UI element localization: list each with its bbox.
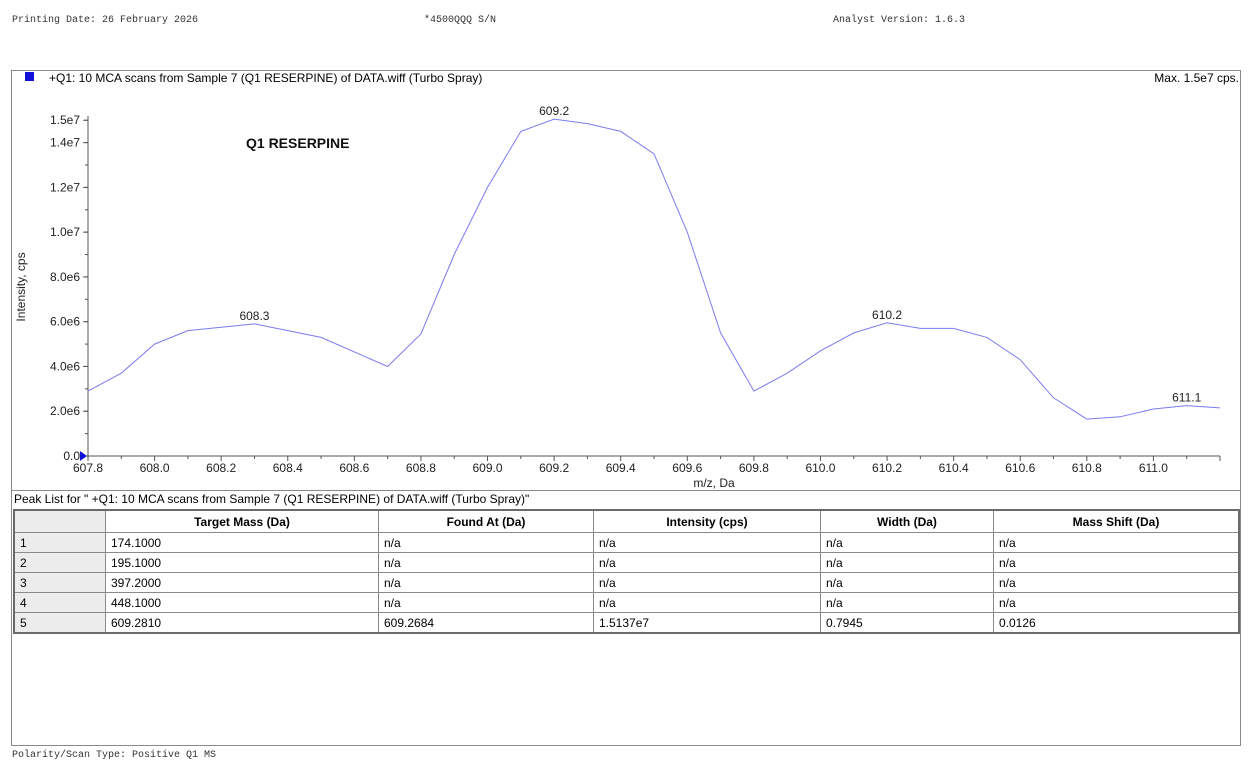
serial-number: *4500QQQ S/N [424, 15, 497, 26]
peak-list-title: Peak List for " +Q1: 10 MCA scans from Sample 7 (Q1 RESERPINE) of DATA.wiff (Turbo Spray)" [14, 492, 530, 506]
y-axis-title: Intensity, cps [14, 252, 28, 322]
intensity-cell: n/a [594, 573, 821, 593]
row-number: 4 [14, 593, 106, 613]
mass-shift-cell: n/a [994, 573, 1240, 593]
found-at-cell: n/a [379, 573, 594, 593]
width-cell: n/a [821, 573, 994, 593]
intensity-cell: n/a [594, 553, 821, 573]
target-mass-cell: 609.2810 [106, 613, 379, 634]
width-cell: 0.7945 [821, 613, 994, 634]
peak-label: 608.3 [239, 308, 270, 323]
y-tick-label: 1.4e7 [49, 135, 80, 150]
found-at-cell: n/a [379, 553, 594, 573]
row-number: 3 [14, 573, 106, 593]
width-cell: n/a [821, 593, 994, 613]
x-tick-label: 610.2 [872, 461, 903, 475]
found-at-cell: 609.2684 [379, 613, 594, 634]
intensity-cell: n/a [594, 593, 821, 613]
mass-shift-cell: 0.0126 [994, 613, 1240, 634]
x-tick-label: 608.0 [139, 461, 170, 475]
table-row[interactable] [14, 593, 1239, 613]
width-cell: n/a [821, 553, 994, 573]
x-tick-label: 609.0 [472, 461, 503, 475]
table-row[interactable] [14, 533, 1239, 553]
row-number: 5 [14, 613, 106, 634]
max-intensity-label: Max. 1.5e7 cps. [1154, 71, 1239, 85]
peak-label: 611.1 [1172, 390, 1202, 405]
x-tick-label: 608.6 [339, 461, 370, 475]
x-tick-label: 609.4 [605, 461, 636, 475]
section-divider [11, 490, 1241, 491]
table-row[interactable] [14, 573, 1239, 593]
y-tick-label: 1.5e7 [49, 113, 80, 128]
x-tick-label: 609.2 [539, 461, 570, 475]
column-header[interactable]: Intensity (cps) [594, 510, 821, 533]
row-number: 1 [14, 533, 106, 553]
x-tick-label: 609.6 [672, 461, 703, 475]
target-mass-cell: 448.1000 [106, 593, 379, 613]
y-tick-label: 6.0e6 [49, 314, 80, 329]
inset-sample-label: Q1 RESERPINE [246, 135, 350, 151]
x-tick-label: 608.2 [206, 461, 237, 475]
target-mass-cell: 174.1000 [106, 533, 379, 553]
target-mass-cell: 397.2000 [106, 573, 379, 593]
peak-label: 610.2 [872, 307, 903, 322]
x-tick-label: 611.0 [1138, 461, 1168, 475]
found-at-cell: n/a [379, 533, 594, 553]
mass-shift-cell: n/a [994, 533, 1240, 553]
x-tick-label: 607.8 [72, 461, 104, 475]
column-header[interactable]: Target Mass (Da) [106, 510, 379, 533]
x-tick-label: 610.8 [1071, 461, 1102, 475]
row-number-header [14, 510, 106, 533]
mass-shift-cell: n/a [994, 553, 1240, 573]
intensity-cell: 1.5137e7 [594, 613, 821, 634]
y-tick-label: 0.0 [63, 449, 80, 463]
mass-shift-cell: n/a [994, 593, 1240, 613]
analyst-version: Analyst Version: 1.6.3 [833, 15, 966, 26]
x-axis-title: m/z, Da [693, 476, 735, 490]
x-tick-label: 608.4 [272, 461, 303, 475]
column-header[interactable]: Mass Shift (Da) [994, 510, 1240, 533]
x-tick-label: 610.4 [938, 461, 969, 475]
x-tick-label: 610.6 [1005, 461, 1036, 475]
target-mass-cell: 195.1000 [106, 553, 379, 573]
plot-title: +Q1: 10 MCA scans from Sample 7 (Q1 RESERPINE) of DATA.wiff (Turbo Spray) [49, 71, 483, 85]
spectrum-line [88, 119, 1220, 419]
table-row[interactable] [14, 613, 1239, 634]
printing-date: Printing Date: 26 February 2026 [12, 15, 199, 26]
y-tick-label: 2.0e6 [49, 404, 80, 419]
polarity-scan-type: Polarity/Scan Type: Positive Q1 MS [12, 750, 217, 761]
row-number: 2 [14, 553, 106, 573]
y-tick-label: 4.0e6 [49, 359, 80, 374]
origin-marker-icon [80, 451, 87, 461]
x-tick-label: 610.0 [805, 461, 836, 475]
column-header[interactable]: Found At (Da) [379, 510, 594, 533]
x-tick-label: 609.8 [738, 461, 769, 475]
y-tick-label: 1.0e7 [49, 225, 80, 240]
y-tick-label: 8.0e6 [49, 269, 80, 284]
peak-label: 609.2 [539, 104, 570, 119]
column-header[interactable]: Width (Da) [821, 510, 994, 533]
found-at-cell: n/a [379, 593, 594, 613]
intensity-cell: n/a [594, 533, 821, 553]
table-row[interactable] [14, 553, 1239, 573]
x-tick-label: 608.8 [405, 461, 436, 475]
width-cell: n/a [821, 533, 994, 553]
table-header-row [14, 510, 1239, 533]
peak-list-table [13, 509, 1240, 634]
y-tick-label: 1.2e7 [49, 180, 80, 195]
